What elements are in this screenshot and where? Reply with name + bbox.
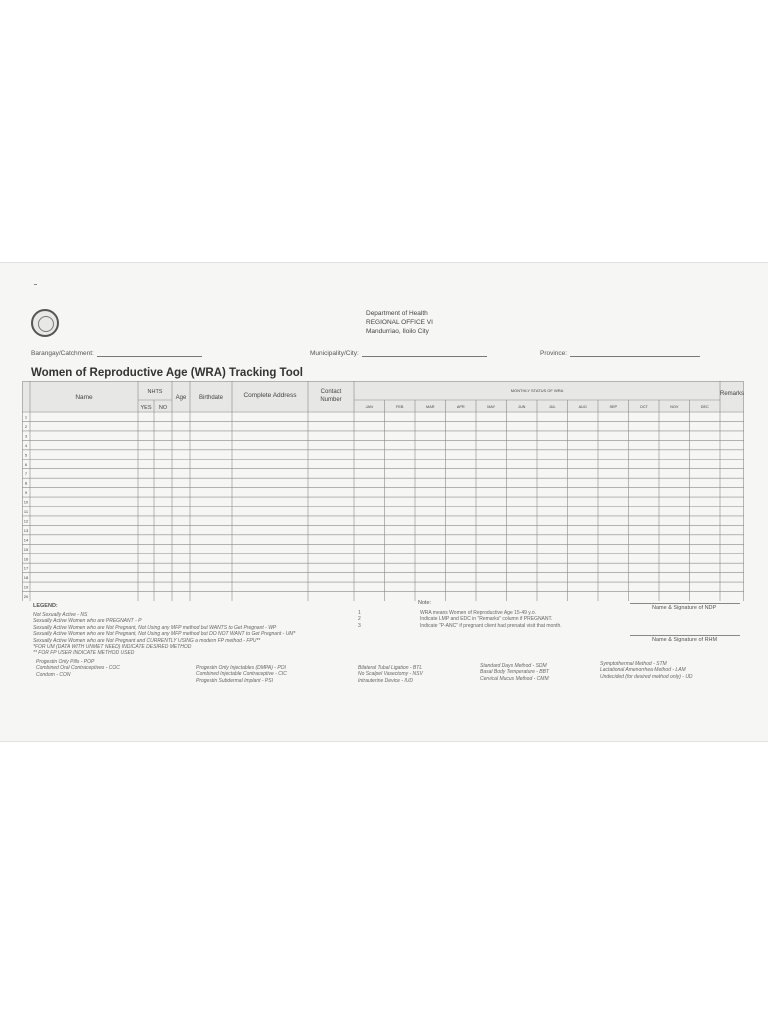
note-number: 3 (358, 622, 361, 629)
col-header-contact: Number (320, 397, 342, 403)
method-item: Bilateral Tubal Ligation - BTL (358, 665, 423, 671)
municipality-label: Municipality/City: (310, 350, 359, 357)
method-item: Progestin Only Injectables (DMPA) - POI (196, 665, 286, 671)
row-number: 17 (23, 565, 29, 571)
method-item: Intrauterine Device - IUD (358, 677, 414, 684)
province-field (540, 350, 700, 357)
method-item: Combined Oral Contraceptives - COC (36, 665, 120, 672)
barangay-label: Barangay/Catchment: (31, 350, 94, 357)
legend-status-list (33, 612, 363, 657)
method-item: Condom - CON (36, 671, 71, 678)
month-label: OCT (639, 405, 648, 409)
note-number: 2 (358, 616, 361, 623)
office-header (366, 309, 433, 336)
methods-col-3 (358, 665, 423, 684)
col-header-birthdate: Birthdate (198, 395, 224, 401)
row-number: 20 (23, 594, 29, 600)
legend-item: Sexually Active Women who are Not Pregnant, Not Using any MFP method but WANTS to Get Pregnant - WP (33, 624, 277, 631)
note-item: Indicate LMP and EDC in "Remarks" column if PREGNANT. (420, 616, 553, 623)
ndp-signature-label: Name & Signature of NDP (652, 605, 717, 611)
month-label: JUN (518, 405, 526, 409)
col-header-no: NO (158, 405, 168, 411)
method-item: No Scalpel Vasectomy - NSV (358, 671, 423, 678)
header-line: Mandurriao, Iloilo City (366, 328, 429, 335)
methods-col-5 (600, 661, 693, 680)
scan-mark (34, 284, 37, 285)
col-header-age: Age (175, 395, 187, 401)
municipality-field (310, 350, 487, 357)
row-number: 5 (24, 452, 28, 458)
method-item: Undecided (for desired method only) - UD (600, 673, 693, 680)
legend-heading: LEGEND: (33, 603, 58, 609)
month-label: AUG (578, 405, 587, 409)
municipality-input-line[interactable] (362, 356, 487, 357)
method-item: Progestin Only Pills - POP (36, 659, 95, 665)
methods-col-4 (480, 663, 549, 682)
form-title: Women of Reproductive Age (WRA) Tracking Tool (31, 367, 303, 379)
legend-item: *FOR UM (DATA WITH UNMET NEED) INDICATE DESIRED METHOD (33, 644, 192, 651)
row-number: 12 (23, 518, 29, 524)
month-label: DEC (700, 405, 709, 409)
method-item: Basal Body Temperature - BBT (480, 669, 550, 676)
table-frame (23, 382, 744, 602)
note-item: WRA means Women of Reproductive Age 15-49 y.o. (420, 610, 536, 616)
row-number: 11 (23, 509, 29, 514)
month-label: NOV (670, 405, 679, 409)
rhm-signature-label: Name & Signature of RHM (652, 637, 718, 643)
method-item: Combined Injectable Contraceptive - CIC (196, 671, 287, 678)
method-item: Cervical Mucus Method - CMM (480, 675, 549, 682)
method-item: Progestin Subdermal Implant - PSI (196, 677, 273, 684)
row-number: 18 (23, 575, 29, 581)
row-number: 9 (24, 490, 28, 496)
col-header-name: Name (75, 394, 93, 401)
row-number: 15 (23, 546, 29, 552)
col-header-contact: Contact (320, 389, 342, 395)
row-number: 19 (23, 584, 29, 590)
note-item: Indicate "P-ANC" if pregnant client had prenatal visit that month. (420, 622, 562, 629)
month-label: FEB (396, 405, 404, 409)
legend-item: Sexually Active Women who are PREGNANT - P (33, 618, 142, 625)
province-label: Province: (540, 350, 568, 357)
form-sheet (0, 262, 768, 742)
methods-col-1 (36, 659, 120, 678)
table-header-band (23, 382, 744, 413)
month-label: SEP (609, 405, 618, 409)
notes-heading: Note: (418, 600, 432, 606)
col-header-yes: YES (140, 405, 152, 411)
row-number: 13 (23, 527, 29, 533)
month-label: MAY (487, 405, 496, 409)
legend-item: Not Sexually Active - NS (33, 612, 88, 618)
row-number: 10 (23, 499, 29, 505)
legend-item: Sexually Active Women who are Not Pregnant, Not Using any MFP method but DO NOT WANT to Get Pregnant - UM* (33, 631, 296, 638)
row-number: 7 (24, 471, 28, 477)
row-number: 16 (23, 556, 29, 562)
note-number: 1 (358, 610, 361, 616)
row-number: 1 (24, 414, 28, 420)
notes-numbers (358, 610, 361, 629)
row-number: 3 (24, 433, 28, 439)
barangay-input-line[interactable] (97, 356, 202, 357)
header-line: REGIONAL OFFICE VI (366, 319, 433, 326)
notes-list (420, 610, 590, 629)
row-number: 6 (24, 461, 28, 467)
month-label: MAR (426, 405, 435, 409)
legend-item: Sexually Active Women who are Not Pregnant and CURRENTLY USING a modern FP method - FPU** (33, 637, 261, 644)
month-label: JAN (365, 405, 373, 409)
month-label: JUL (548, 405, 556, 409)
wra-tracking-table (22, 381, 744, 601)
rhm-signature-line[interactable] (630, 635, 740, 636)
row-number: 14 (23, 537, 29, 543)
col-header-address: Complete Address (243, 392, 297, 399)
row-number: 8 (24, 480, 28, 486)
row-number: 2 (24, 423, 28, 429)
ndp-signature-line[interactable] (630, 603, 740, 604)
province-input-line[interactable] (570, 356, 700, 357)
legend-item: ** FOR FP USER INDICATE METHOD USED (33, 650, 135, 657)
doh-seal-icon (31, 309, 59, 337)
month-label: APR (456, 405, 465, 409)
row-number: 4 (24, 442, 28, 448)
method-item: Lactational Amenorrhea Method - LAM (600, 667, 686, 674)
col-header-nhts: NHTS (147, 389, 163, 395)
barangay-field (31, 350, 202, 357)
header-line: Department of Health (366, 310, 428, 317)
col-header-remarks: Remarks (719, 391, 744, 397)
methods-col-2 (196, 665, 287, 684)
col-header-monthly-status: MONTHLY STATUS OF WRA (510, 388, 564, 393)
method-item: Symptothermal Method - STM (600, 661, 667, 667)
method-item: Standard Days Method - SDM (480, 663, 547, 669)
